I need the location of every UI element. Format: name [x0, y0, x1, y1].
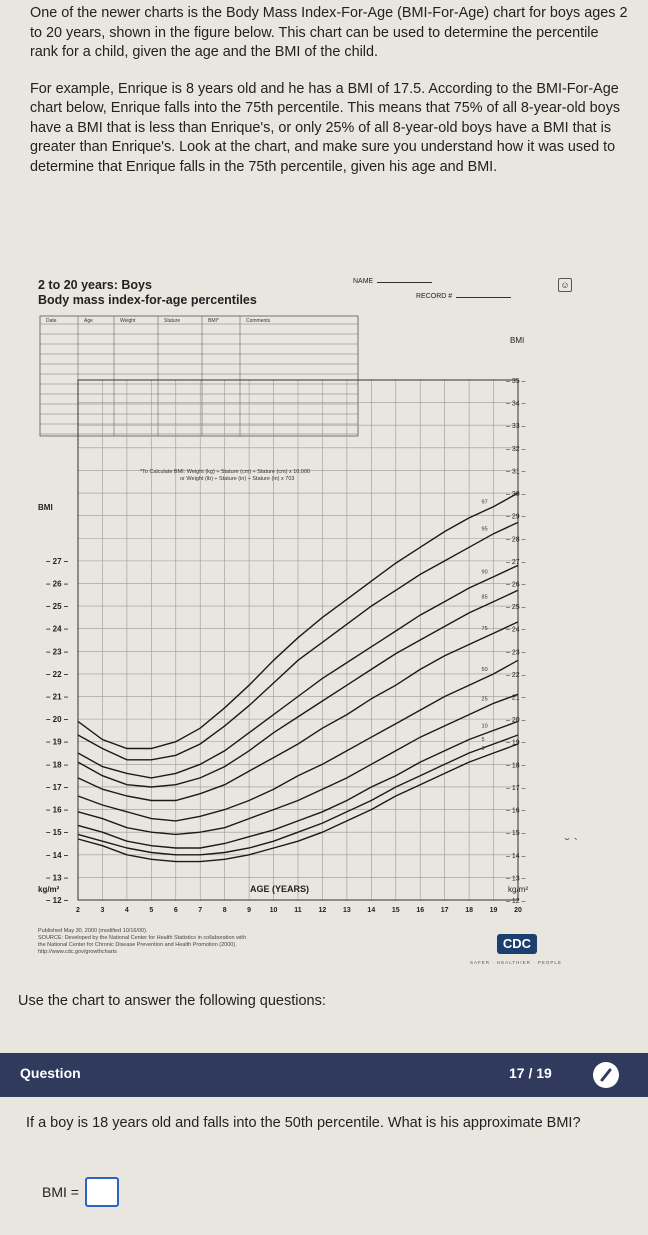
chart-footer: [38, 928, 558, 956]
y-tick-label-right: – 31 –: [506, 468, 526, 476]
y-tick-label-right: – 29 –: [506, 513, 526, 521]
chart-title-line-1: 2 to 20 years: Boys: [38, 278, 152, 292]
table-header-cell: Weight: [120, 318, 136, 324]
x-tick-label: 5: [149, 907, 154, 914]
use-chart-instruction: Use the chart to answer the following questions:: [18, 993, 326, 1009]
x-tick-label: 11: [294, 907, 302, 914]
y-tick-label-right: – 25 –: [506, 604, 526, 612]
percentile-label: 95: [481, 526, 488, 533]
y-tick-label-left: – 18 –: [46, 760, 69, 770]
chart-grid: [78, 380, 518, 900]
table-header-cell: Stature: [164, 318, 181, 324]
footer-link: http://www.cdc.gov/growthcharts: [38, 949, 117, 955]
y-tick-label-right: – 12 –: [506, 898, 526, 905]
y-tick-label-left: – 23 –: [46, 647, 69, 657]
formula-line-2: or Weight (lb) ÷ Stature (in) ÷ Stature (in) x 703: [180, 476, 295, 482]
bmi-answer-input[interactable]: [85, 1177, 119, 1207]
record-field: [416, 293, 511, 300]
y-tick-label-right: – 32 –: [506, 445, 526, 453]
footer-line-2: SOURCE: Developed by the National Center for Health Statistics in collaboration with: [38, 935, 246, 941]
x-tick-label: 17: [440, 907, 449, 914]
table-header-cell: Date: [46, 318, 57, 324]
record-table: [40, 316, 358, 436]
name-label: NAME: [353, 278, 374, 285]
percentile-label: 75: [481, 626, 488, 633]
x-tick-label: 8: [222, 907, 227, 914]
y-tick-label-right: – 21 –: [506, 694, 526, 702]
y-unit-label-left: kg/m²: [38, 885, 60, 894]
intro-paragraph-1: One of the newer charts is the Body Mass Index-For-Age (BMI-For-Age) chart for boys ages 2 to 20 years, shown in the figure below. This chart can be used to determine the percentile rank for a child, given the age and the BMI of the child.: [30, 5, 628, 60]
y-tick-label-right: – 28 –: [506, 536, 526, 544]
name-field: [353, 278, 432, 285]
y-tick-label-left: – 17 –: [46, 782, 69, 792]
table-header-cell: Age: [84, 318, 93, 324]
percentile-label: 10: [481, 723, 488, 730]
x-tick-label: 10: [269, 907, 278, 914]
x-tick-label: 9: [247, 907, 252, 914]
answer-row: [42, 1177, 119, 1207]
x-tick-label: 20: [514, 907, 522, 914]
chart-title-line-2: Body mass index-for-age percentiles: [38, 293, 257, 307]
y-tick-label-left: – 13 –: [46, 873, 69, 883]
x-tick-label: 7: [198, 907, 203, 914]
y-tick-label-left: – 22 –: [46, 669, 69, 679]
x-tick-label: 2: [76, 907, 80, 914]
pencil-button[interactable]: [593, 1062, 619, 1088]
percentile-label: 85: [481, 594, 488, 601]
bmi-chart: [30, 310, 560, 920]
percentile-label: 50: [481, 666, 488, 673]
y-tick-label-right: – 20 –: [506, 717, 526, 725]
footer-line-1: Published May 30, 2000 (modified 10/16/00).: [38, 928, 148, 934]
y-tick-label-right: – 17 –: [506, 784, 526, 792]
y-tick-label-left: – 21 –: [46, 692, 69, 702]
y-tick-label-left: – 15 –: [46, 828, 69, 838]
y-tick-label-right: – 23 –: [506, 649, 526, 657]
record-label: RECORD #: [416, 293, 453, 300]
table-header-cell: Comments: [246, 318, 271, 324]
y-tick-label-left: – 27 –: [46, 556, 69, 566]
y-tick-label-right: – 16 –: [506, 807, 526, 815]
right-axis-label: BMI: [510, 336, 525, 345]
x-axis-label: AGE (YEARS): [250, 884, 310, 894]
y-tick-label-left: – 19 –: [46, 737, 69, 747]
y-tick-label-right: – 34 –: [506, 400, 526, 408]
formula-line-1: *To Calculate BMI: Weight (kg) ÷ Stature (cm) ÷ Stature (cm) x 10,000: [140, 469, 311, 475]
y-tick-label-left: – 12 –: [46, 896, 69, 905]
y-unit-label-right: kg/m²: [508, 885, 528, 894]
x-tick-label: 13: [342, 907, 351, 914]
x-tick-label: 12: [318, 907, 327, 914]
y-tick-label-right: – 24 –: [506, 626, 526, 634]
y-tick-label-left: – 20 –: [46, 715, 69, 725]
percentile-label: 90: [481, 569, 488, 576]
x-tick-label: 19: [489, 907, 498, 914]
y-tick-label-right: – 15 –: [506, 830, 526, 838]
y-tick-label-right: – 18 –: [506, 762, 526, 770]
x-tick-label: 15: [391, 907, 400, 914]
smiley-icon: ☺: [558, 278, 572, 292]
intro-text: [30, 4, 630, 194]
x-tick-label: 6: [173, 907, 178, 914]
cdc-tagline: SAFER · HEALTHIER · PEOPLE: [470, 960, 562, 965]
question-text: If a boy is 18 years old and falls into the 50th percentile. What is his approximate BMI?: [26, 1115, 581, 1131]
pencil-mark: ˘ `: [565, 835, 579, 851]
answer-label: BMI =: [42, 1184, 79, 1200]
y-tick-label-left: – 24 –: [46, 624, 69, 634]
y-tick-label-right: – 19 –: [506, 739, 526, 747]
question-counter: 17 / 19: [509, 1065, 552, 1081]
percentile-label: 97: [481, 499, 488, 506]
y-tick-label-right: – 30 –: [506, 491, 526, 499]
x-tick-label: 18: [465, 907, 474, 914]
y-tick-label-left: – 14 –: [46, 850, 69, 860]
x-tick-label: 16: [416, 907, 425, 914]
y-tick-label-right: – 33 –: [506, 423, 526, 431]
y-tick-label-right: – 13 –: [506, 875, 526, 883]
y-tick-label-right: – 26 –: [506, 581, 526, 589]
y-tick-label-left: – 26 –: [46, 579, 69, 589]
y-tick-label-right: – 22 –: [506, 671, 526, 679]
pencil-icon: [593, 1062, 619, 1088]
y-tick-label-right: – 35 –: [506, 378, 526, 385]
intro-paragraph-2: For example, Enrique is 8 years old and he has a BMI of 17.5. According to the BMI-For-Age chart below, Enrique falls into the 75th percentile. This means that 75% of all 8-year-old boys have a BMI that is less than Enrique's, or only 25% of all 8-year-old boys have a BMI that is greater than Enrique's. Look at the chart, and make sure you understand how it was used to determine that Enrique falls in the 75th percentile, given his age and BMI.: [30, 80, 621, 175]
left-axis-label: BMI: [38, 503, 53, 512]
y-tick-label-right: – 27 –: [506, 558, 526, 566]
cdc-logo: CDC: [497, 934, 537, 954]
percentile-label: 25: [481, 696, 488, 703]
x-tick-label: 4: [124, 907, 129, 914]
y-tick-label-left: – 25 –: [46, 602, 69, 612]
question-header: [0, 1053, 648, 1097]
question-label: Question: [20, 1065, 81, 1081]
percentile-label: 5: [481, 737, 485, 743]
x-tick-label: 3: [100, 907, 105, 914]
chart-header: [38, 278, 598, 308]
percentile-label: 3: [481, 746, 485, 753]
x-tick-label: 14: [367, 907, 376, 914]
y-tick-label-left: – 16 –: [46, 805, 69, 815]
table-header-cell: BMI*: [208, 318, 219, 324]
footer-line-3: the National Center for Chronic Disease Prevention and Health Promotion (2000).: [38, 942, 237, 948]
y-tick-label-right: – 14 –: [506, 852, 526, 860]
